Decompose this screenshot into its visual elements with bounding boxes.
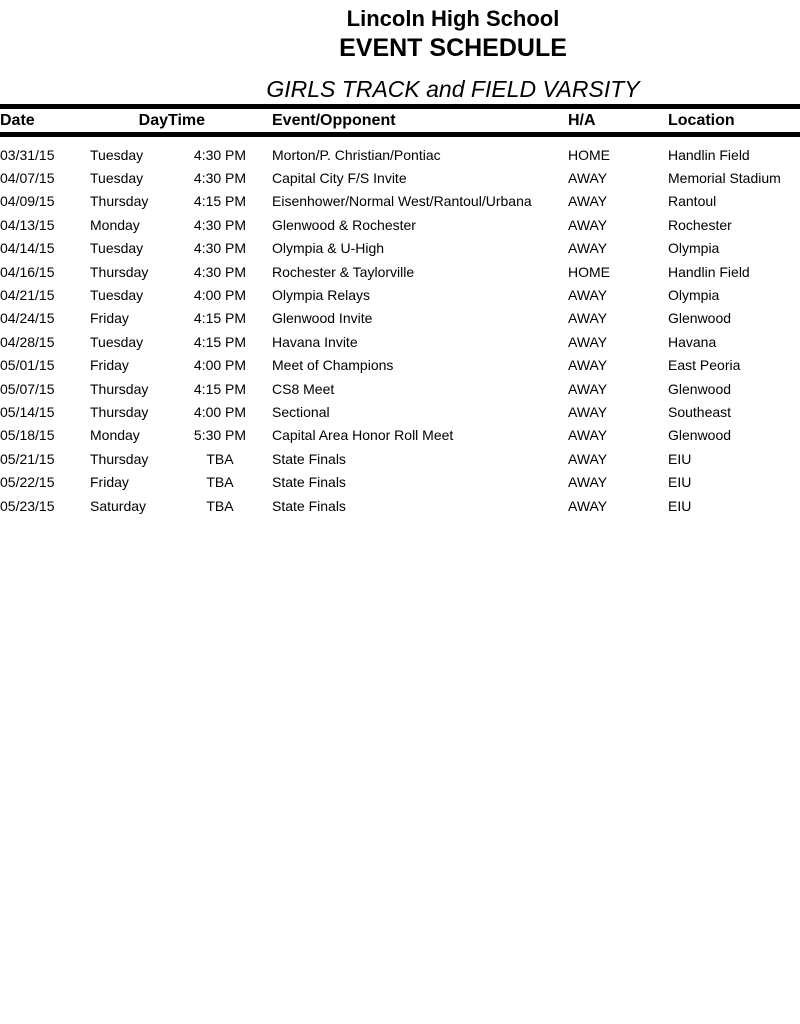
cell-location: Glenwood — [668, 310, 732, 327]
cell-time: 4:00 PM — [193, 287, 247, 304]
cell-time: 4:15 PM — [193, 333, 247, 350]
cell-location: Glenwood — [668, 380, 732, 397]
cell-event: State Finals — [272, 450, 346, 467]
cell-date: 05/07/15 — [0, 380, 55, 397]
cell-time: 4:15 PM — [193, 193, 247, 210]
table-row — [0, 260, 800, 283]
cell-event: Morton/P. Christian/Pontiac — [272, 146, 441, 163]
cell-day: Tuesday — [90, 146, 144, 163]
cell-day: Tuesday — [90, 240, 144, 257]
table-row — [0, 377, 800, 400]
cell-location: Memorial Stadium — [668, 170, 781, 187]
table-header — [0, 107, 800, 135]
cell-date: 05/23/15 — [0, 497, 55, 514]
cell-ha: AWAY — [568, 216, 608, 233]
column-header-date: Date — [0, 107, 90, 135]
page-title: EVENT SCHEDULE — [339, 33, 567, 62]
cell-time: TBA — [206, 450, 234, 467]
cell-day: Friday — [90, 310, 129, 327]
cell-date: 04/14/15 — [0, 240, 55, 257]
table-row — [0, 166, 800, 189]
cell-time: 4:15 PM — [193, 380, 247, 397]
cell-location: East Peoria — [668, 357, 741, 374]
cell-location: Handlin Field — [668, 146, 750, 163]
cell-event: Capital Area Honor Roll Meet — [272, 427, 454, 444]
cell-day: Friday — [90, 474, 129, 491]
cell-date: 04/07/15 — [0, 170, 55, 187]
cell-event: State Finals — [272, 474, 346, 491]
column-header-event: Event/Opponent — [272, 107, 568, 135]
cell-time: 4:30 PM — [193, 263, 247, 280]
cell-day: Thursday — [90, 403, 149, 420]
spacer-row — [0, 135, 800, 144]
cell-time: 4:30 PM — [193, 146, 247, 163]
cell-location: Handlin Field — [668, 263, 750, 280]
table-row — [0, 424, 800, 447]
cell-event: Havana Invite — [272, 333, 358, 350]
cell-event: Rochester & Taylorville — [272, 263, 415, 280]
cell-location: Rantoul — [668, 193, 717, 210]
cell-day: Thursday — [90, 263, 149, 280]
cell-location: Havana — [668, 333, 717, 350]
cell-date: 04/28/15 — [0, 333, 55, 350]
cell-ha: AWAY — [568, 497, 608, 514]
cell-location: EIU — [668, 450, 692, 467]
column-header-ha: H/A — [568, 107, 668, 135]
cell-event: Capital City F/S Invite — [272, 170, 407, 187]
cell-time: TBA — [206, 474, 234, 491]
table-row — [0, 283, 800, 306]
cell-location: Olympia — [668, 240, 720, 257]
cell-location: EIU — [668, 474, 692, 491]
table-row — [0, 354, 800, 377]
table-row — [0, 307, 800, 330]
cell-day: Tuesday — [90, 287, 144, 304]
cell-location: Olympia — [668, 287, 720, 304]
cell-day: Tuesday — [90, 170, 144, 187]
cell-time: 4:30 PM — [193, 240, 247, 257]
table-row — [0, 470, 800, 493]
cell-date: 03/31/15 — [0, 146, 55, 163]
cell-ha: AWAY — [568, 170, 608, 187]
cell-day: Thursday — [90, 193, 149, 210]
cell-ha: AWAY — [568, 310, 608, 327]
cell-day: Saturday — [90, 497, 147, 514]
cell-date: 04/16/15 — [0, 263, 55, 280]
cell-event: Meet of Champions — [272, 357, 394, 374]
cell-day: Monday — [90, 427, 140, 444]
cell-date: 05/22/15 — [0, 474, 55, 491]
cell-ha: AWAY — [568, 333, 608, 350]
table-row — [0, 143, 800, 166]
cell-day: Tuesday — [90, 333, 144, 350]
cell-ha: AWAY — [568, 287, 608, 304]
column-header-time: Time — [168, 107, 272, 135]
spacer — [0, 135, 800, 144]
cell-time: 4:30 PM — [193, 170, 247, 187]
cell-time: 4:30 PM — [193, 216, 247, 233]
table-row — [0, 330, 800, 353]
column-header-location: Location — [668, 107, 800, 135]
cell-date: 04/13/15 — [0, 216, 55, 233]
cell-time: 4:00 PM — [193, 357, 247, 374]
column-header-day: Day — [90, 107, 168, 135]
cell-ha: HOME — [568, 263, 610, 280]
cell-time: 5:30 PM — [193, 427, 247, 444]
cell-event: CS8 Meet — [272, 380, 335, 397]
table-row — [0, 400, 800, 423]
cell-ha: AWAY — [568, 450, 608, 467]
cell-ha: AWAY — [568, 403, 608, 420]
cell-date: 05/18/15 — [0, 427, 55, 444]
cell-day: Thursday — [90, 450, 149, 467]
school-name: Lincoln High School — [346, 6, 560, 31]
cell-day: Thursday — [90, 380, 149, 397]
table-row — [0, 237, 800, 260]
cell-ha: AWAY — [568, 240, 608, 257]
cell-ha: HOME — [568, 146, 610, 163]
schedule-table — [0, 104, 800, 517]
cell-event: Eisenhower/Normal West/Rantoul/Urbana — [272, 193, 532, 210]
cell-event: Glenwood & Rochester — [272, 216, 416, 233]
header-row — [0, 107, 800, 135]
table-body — [0, 135, 800, 518]
cell-date: 04/21/15 — [0, 287, 55, 304]
cell-ha: AWAY — [568, 380, 608, 397]
cell-time: 4:00 PM — [193, 403, 247, 420]
cell-location: Rochester — [668, 216, 732, 233]
cell-date: 05/14/15 — [0, 403, 55, 420]
table-row — [0, 494, 800, 517]
cell-day: Monday — [90, 216, 140, 233]
cell-location: EIU — [668, 497, 692, 514]
cell-ha: AWAY — [568, 474, 608, 491]
table-row — [0, 213, 800, 236]
cell-ha: AWAY — [568, 357, 608, 374]
table-row — [0, 447, 800, 470]
cell-location: Glenwood — [668, 427, 732, 444]
cell-ha: AWAY — [568, 427, 608, 444]
cell-time: 4:15 PM — [193, 310, 247, 327]
cell-date: 04/09/15 — [0, 193, 55, 210]
title-block — [106, 5, 800, 103]
cell-event: State Finals — [272, 497, 346, 514]
cell-time: TBA — [206, 497, 234, 514]
table-row — [0, 190, 800, 213]
cell-day: Friday — [90, 357, 129, 374]
cell-date: 05/21/15 — [0, 450, 55, 467]
team-subtitle: GIRLS TRACK and FIELD VARSITY — [266, 75, 640, 102]
cell-location: Southeast — [668, 403, 732, 420]
cell-event: Olympia & U-High — [272, 240, 385, 257]
cell-event: Glenwood Invite — [272, 310, 373, 327]
cell-event: Sectional — [272, 403, 330, 420]
cell-ha: AWAY — [568, 193, 608, 210]
cell-event: Olympia Relays — [272, 287, 371, 304]
cell-date: 04/24/15 — [0, 310, 55, 327]
cell-date: 05/01/15 — [0, 357, 55, 374]
